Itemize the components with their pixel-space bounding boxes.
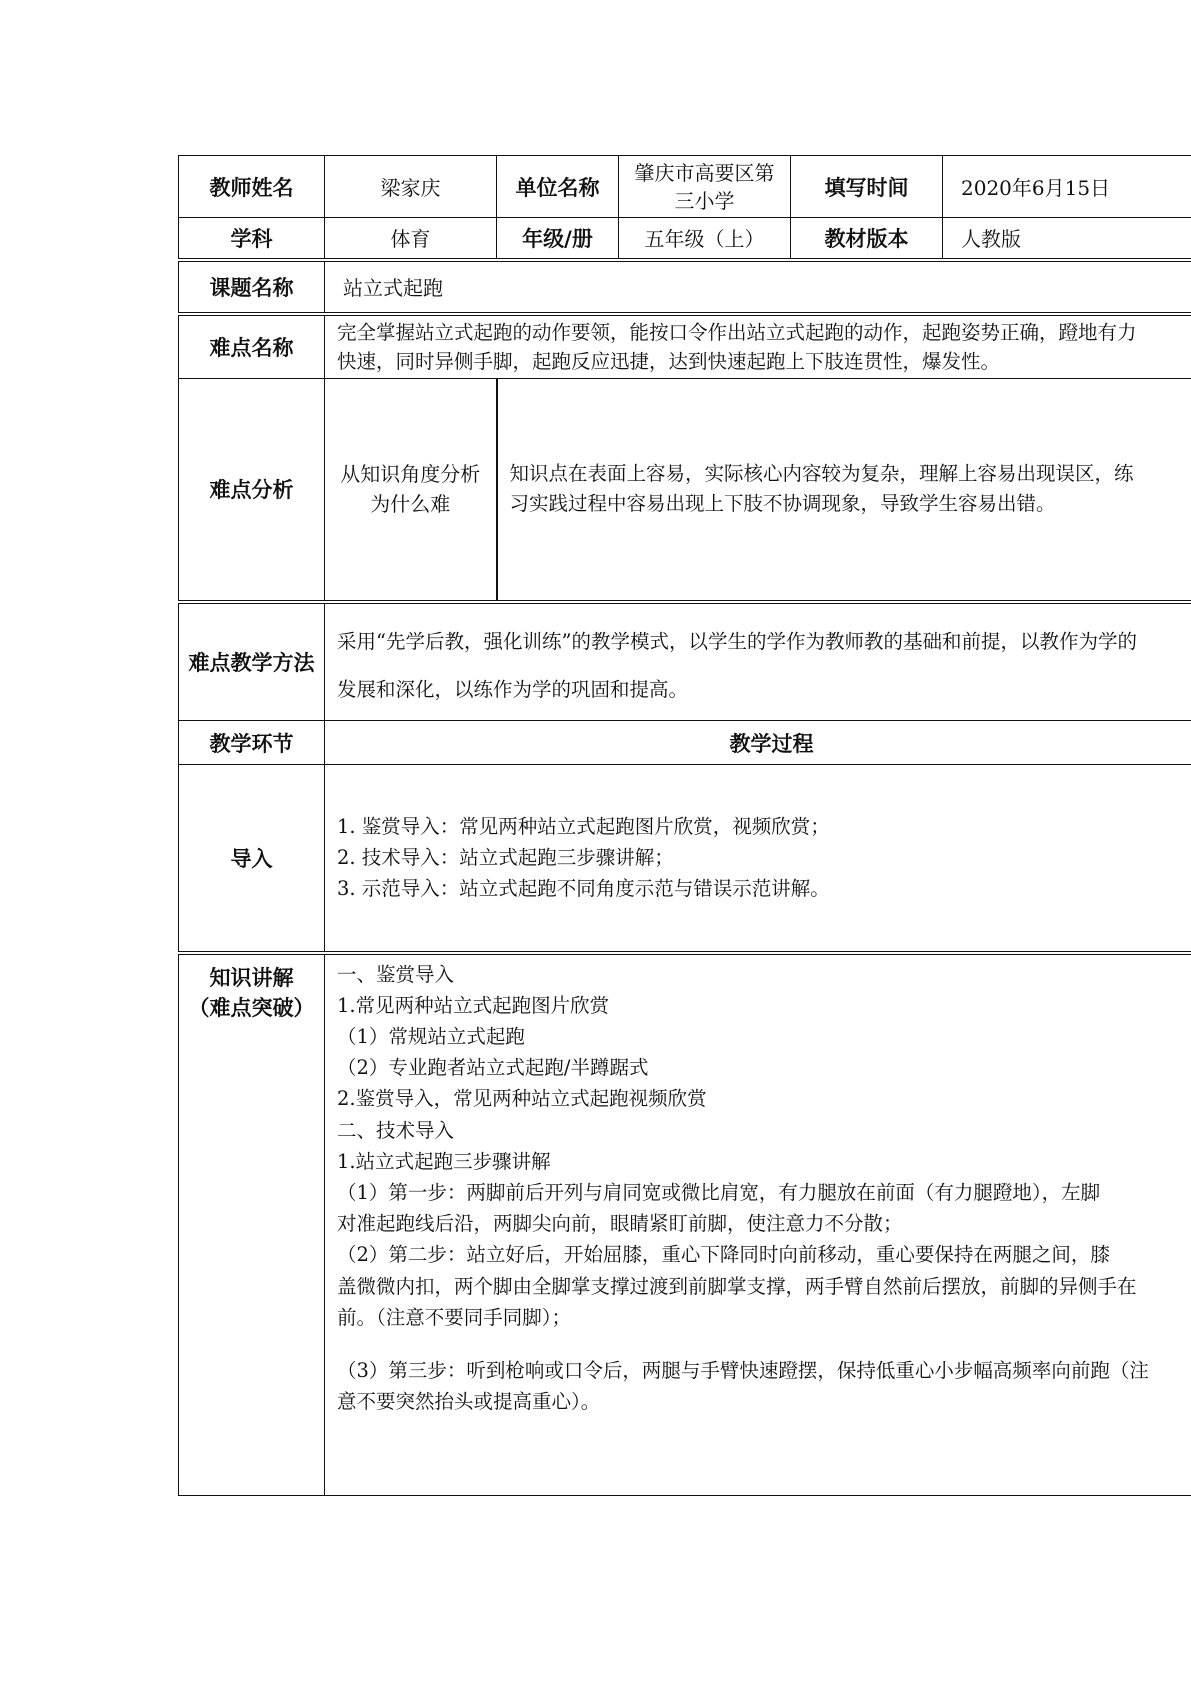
knowledge-line: 前。（注意不要同手同脚）；: [337, 1305, 572, 1329]
topic-label: 课题名称: [179, 260, 325, 314]
unit-name-value: [619, 156, 791, 218]
analysis-label: 难点分析: [179, 378, 325, 602]
knowledge-line: 1.站立式起跑三步骤讲解: [337, 1149, 551, 1173]
difficulty-line-1: 完全掌握站立式起跑的动作要领，能按口令作出站立式起跑的动作，起跑姿势正确，蹬地有力: [337, 320, 1137, 344]
method-row: [179, 602, 1191, 721]
grade-value: 五年级（上）: [619, 218, 791, 260]
intro-line-1: 1. 鉴赏导入：常见两种站立式起跑图片欣赏，视频欣赏；: [337, 815, 830, 839]
analysis-row: [179, 378, 1191, 602]
knowledge-line: （2）专业跑者站立式起跑/半蹲踞式: [337, 1056, 649, 1080]
knowledge-line: 一、鉴赏导入: [337, 962, 455, 986]
knowledge-label: [179, 953, 325, 1496]
knowledge-line: 2.鉴赏导入，常见两种站立式起跑视频欣赏: [337, 1087, 707, 1111]
analysis-line-2: 习实践过程中容易出现上下肢不协调现象，导致学生容易出错。: [509, 492, 1056, 516]
info-row-1: [179, 156, 1191, 218]
analysis-subheading: [325, 378, 497, 602]
method-label: 难点教学方法: [179, 602, 325, 721]
process-header-row: [179, 721, 1191, 765]
stage-header: 教学环节: [179, 721, 325, 765]
analysis-text: [497, 378, 1191, 602]
knowledge-line: （1）常规站立式起跑: [337, 1024, 525, 1048]
edition-value: 人教版: [943, 218, 1191, 260]
intro-row: [179, 765, 1191, 953]
knowledge-label-line-2: （难点突破）: [188, 995, 315, 1020]
intro-line-3: 3. 示范导入：站立式起跑不同角度示范与错误示范讲解。: [337, 877, 830, 901]
method-line-1: 采用“先学后教，强化训练”的教学模式，以学生的学作为教师教的基础和前提，以教作为学的: [337, 630, 1137, 653]
knowledge-line: （2）第二步：站立好后，开始屈膝，重心下降同时向前移动，重心要保持在两腿之间，膝: [337, 1243, 1110, 1267]
teacher-name-value: 梁家庆: [325, 156, 497, 218]
teacher-name-label: 教师姓名: [179, 156, 325, 218]
knowledge-line: 盖微微内扣，两个脚由全脚掌支撑过渡到前脚掌支撑，两手臂自然前后摆放，前脚的异侧手在: [337, 1274, 1137, 1298]
grade-label: 年级/册: [497, 218, 619, 260]
difficulty-label: 难点名称: [179, 314, 325, 379]
subject-label: 学科: [179, 218, 325, 260]
knowledge-line: 1.常见两种站立式起跑图片欣赏: [337, 993, 610, 1017]
intro-label: 导入: [179, 765, 325, 953]
knowledge-line: 意不要突然抬头或提高重心）。: [337, 1390, 601, 1414]
difficulty-text: [325, 314, 1191, 379]
fill-date-label: 填写时间: [791, 156, 943, 218]
topic-row: [179, 260, 1191, 314]
topic-value: 站立式起跑: [325, 260, 1191, 314]
unit-name-line-1: 肇庆市高要区第: [634, 160, 775, 185]
paragraph-gap: [337, 1333, 1191, 1355]
difficulty-row: [179, 314, 1191, 379]
intro-text: [325, 765, 1191, 953]
fill-date-value: 2020年6月15日: [943, 156, 1191, 218]
knowledge-label-line-1: 知识讲解: [209, 965, 294, 990]
knowledge-line: 二、技术导入: [337, 1118, 455, 1142]
method-text: [325, 602, 1191, 721]
knowledge-line: （1）第一步：两脚前后开列与肩同宽或微比肩宽，有力腿放在前面（有力腿蹬地），左脚: [337, 1180, 1101, 1204]
analysis-line-1: 知识点在表面上容易，实际核心内容较为复杂，理解上容易出现误区，练: [509, 462, 1134, 486]
method-line-2: 发展和深化，以练作为学的巩固和提高。: [337, 678, 689, 701]
difficulty-line-2: 快速，同时异侧手脚，起跑反应迅捷，达到快速起跑上下肢连贯性，爆发性。: [337, 349, 1001, 373]
unit-name-label: 单位名称: [497, 156, 619, 218]
info-row-2: [179, 218, 1191, 260]
knowledge-row: [179, 953, 1191, 1496]
intro-line-2: 2. 技术导入：站立式起跑三步骤讲解；: [337, 846, 674, 870]
analysis-sub-line-1: 从知识角度分析: [340, 462, 481, 487]
knowledge-text: [325, 953, 1191, 1496]
process-header: 教学过程: [325, 721, 1191, 765]
edition-label: 教材版本: [791, 218, 943, 260]
unit-name-line-2: 三小学: [674, 188, 735, 213]
knowledge-line: （3）第三步：听到枪响或口令后，两腿与手臂快速蹬摆，保持低重心小步幅高频率向前跑（注: [337, 1358, 1149, 1382]
analysis-sub-line-2: 为什么难: [370, 492, 451, 517]
knowledge-line: 对准起跑线后沿，两脚尖向前，眼睛紧盯前脚，使注意力不分散；: [337, 1212, 903, 1236]
subject-value: 体育: [325, 218, 497, 260]
lesson-plan-table: [178, 155, 1191, 1496]
